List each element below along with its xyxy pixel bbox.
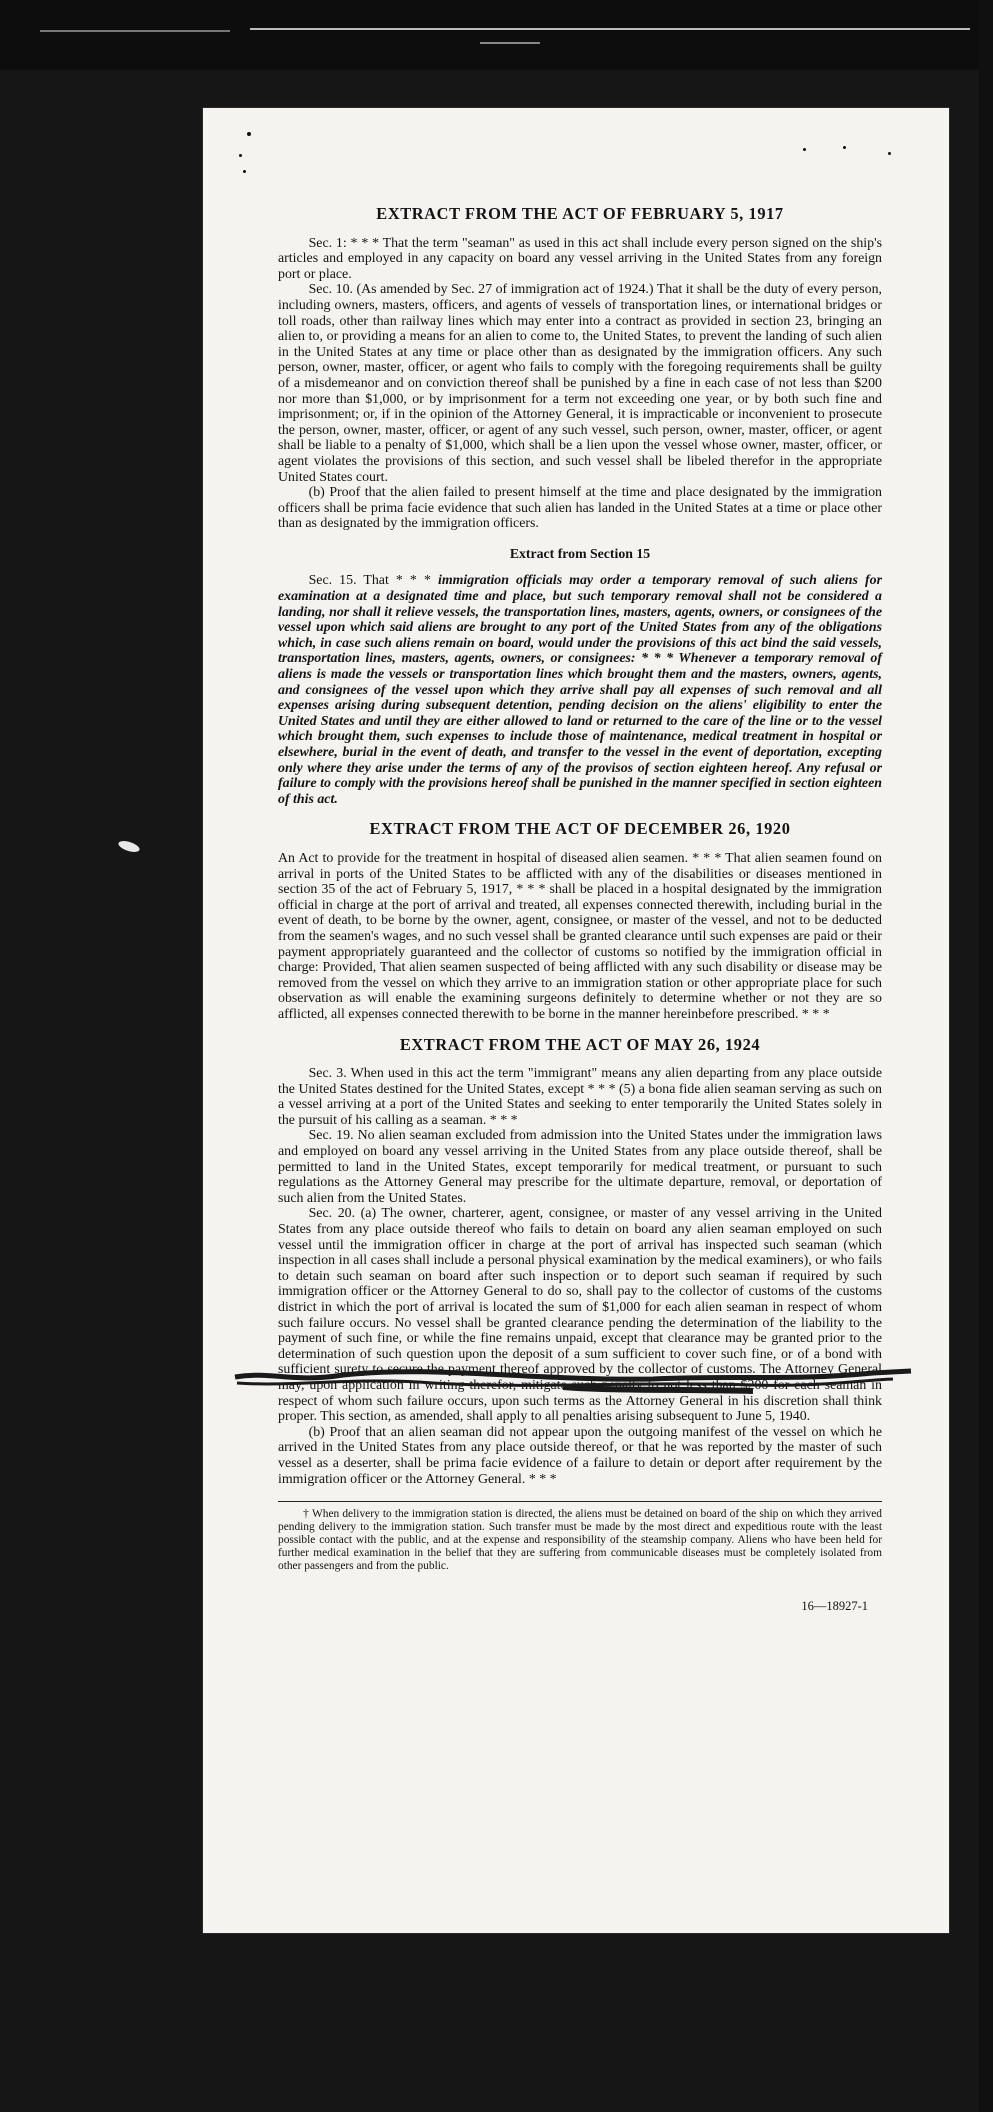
- paragraph-sec-1: Sec. 1: * * * That the term "seaman" as used in this act shall include every person signed on the ship's articles and employed in any capacity on board any vessel arriving in the United States from any foreign port or place.: [278, 235, 882, 282]
- section-act-1924: [278, 1034, 882, 1488]
- document-page: [203, 108, 949, 1933]
- paragraph-sec-10-b: (b) Proof that the alien failed to present himself at the time and place designated by the immigration officers shall be prima facie evidence that such alien has landed in the United States at a time or place other than as designated by the immigration officers.: [278, 485, 882, 532]
- footnote-divider: [278, 1501, 882, 1502]
- scan-edge: [979, 0, 993, 2112]
- paragraph-body: immigration officials may order a temporary removal of such aliens for examination at a designated time and place, but such temporary removal shall not be considered a landing, nor shall it relieve vessels, the transportation lines, masters, agents, owners, or consignees of the vessel upon which said aliens are brought to any port of the United States from any of the obligations which, in case such aliens remain on board, would under the provisions of this act bind the said vessels, transportation lines, masters, agents, owners, or consignees: * * * Whenever a temporary removal of aliens is made the vessels or transportation lines which brought them and the masters, owners, agents, and consignees of the vessel upon which they arrive shall pay all expenses of such removal and all expenses arising during subsequent detention, pending decision on the aliens' eligibility to enter the United States and until they are either allowed to land or returned to the care of the line or to the vessel which brought them, such expenses to include those of maintenance, medical treatment in hospital or elsewhere, burial in the event of death, and transfer to the vessel in the event of deportation, excepting only where they arise under the terms of any of the provisos of section eighteen hereof. Any refusal or failure to comply with the provisions hereof shall be punished in the manner specified in section eighteen of this act.: [278, 573, 882, 807]
- section-subheading: Extract from Section 15: [509, 545, 651, 561]
- paragraph-sec-3: Sec. 3. When used in this act the term "immigrant" means any alien departing from any place outside the United States destined for the United States, except * * * (5) a bona fide alien seaman serving as such on a vessel arriving at a port of the United States and seeking to enter temporarily the United States solely in the pursuit of his calling as a seaman. * * *: [278, 1066, 882, 1128]
- punch-mark: [239, 154, 242, 157]
- paragraph-sec-20-b: (b) Proof that an alien seaman did not appear upon the outgoing manifest of the vessel on which he arrived in the United States from any place outside thereof, or that he was reported by the master of such vessel as a deserter, shall be prima facie evidence of a failure to detain or deport after requirement by the immigration officer or the Attorney General. * * *: [278, 1424, 882, 1487]
- paragraph-sec-10: Sec. 10. (As amended by Sec. 27 of immigration act of 1924.) That it shall be the duty of every person, including owners, masters, officers, and agents of vessels of transportation lines, or international bridges or toll roads, other than railway lines which may enter into a contract as provided in section 23, bringing an alien to, or providing a means for an alien to come to, the United States, to prevent the landing of such alien in the United States at any time or place other than as designated by the immigration officers. Any such person, owner, master, officer, or agent who fails to comply with the foregoing requirements shall be guilty of a misdemeanor and on conviction thereof shall be punished by a fine in each case of not less than $200 nor more than $1,000, or by imprisonment for a term not exceeding one year, or by both such fine and imprisonment; or, if in the opinion of the Attorney General, it is impracticable or inconvenient to prosecute the person, owner, master, officer, or agent of any such vessel, such person, owner, master, officer, or agent shall be liable to a penalty of $1,000, which shall be a lien upon the vessel whose owner, master, officer, or agent violates the provisions of this section, and such vessel shall be libeled therefor in the appropriate United States court.: [278, 282, 882, 485]
- dust-speck: [117, 839, 141, 854]
- footnote: † When delivery to the immigration station is directed, the aliens must be detained on board of the ship on which they arrived pending delivery to the immigration station. Such transfer must be made by the most direct and expeditious route with the least possible contact with the public, and at the expense and responsibility of the steamship company. Aliens who have been held for further medical examination in the belief that they are suffering from communicable diseases must be completely isolated from other passengers and from the public.: [278, 1508, 882, 1573]
- document-body: [278, 206, 882, 1615]
- paragraph-sec-15: [278, 573, 882, 807]
- punch-mark: [888, 152, 891, 155]
- section-heading: EXTRACT FROM THE ACT OF DECEMBER 26, 1920: [369, 819, 791, 839]
- section-act-1920: [278, 821, 882, 1022]
- section-heading: EXTRACT FROM THE ACT OF MAY 26, 1924: [399, 1034, 761, 1054]
- paragraph-sec-20-a: Sec. 20. (a) The owner, charterer, agent, consignee, or master of any vessel arriving in the United States from any place outside thereof who fails to detain on board any alien seaman employed on such vessel until the immigration officer in charge at the port of arrival has inspected such seaman (which inspection in all cases shall include a personal physical examination by the medical examiners), or who fails to detain such seaman on board after such inspection or to deport such seaman if required by such immigration officer or the Attorney General to do so, shall pay to the collector of customs of the customs district in which the port of arrival is located the sum of $1,000 for each alien seaman in respect of whom such failure occurs. No vessel shall be granted clearance pending the determination of the liability to the payment of such fine, or while the fine remains unpaid, except that clearance may be granted prior to the determination of such question upon the deposit of a sum sufficient to cover such fine, or of a bond with sufficient surety to secure the payment thereof approved by the collector of customs. The Attorney General may, upon application in writing therefor, mitigate such penalty to not less than $200 for each seaman in respect of whom such failure occurs, upon such terms as the Attorney General in his discretion shall think proper. This section, as amended, shall apply to all penalties arising subsequent to June 5, 1940.: [278, 1206, 882, 1425]
- section-heading: EXTRACT FROM THE ACT OF FEBRUARY 5, 1917: [376, 204, 784, 223]
- section-act-1917: [278, 206, 882, 532]
- punch-mark: [247, 132, 251, 136]
- punch-mark: [843, 146, 846, 149]
- section-extract-15: [278, 546, 882, 808]
- punch-mark: [243, 170, 246, 173]
- paragraph-lead: Sec. 15. That * * *: [308, 573, 431, 589]
- scanner-top-band: [0, 0, 993, 70]
- punch-mark: [803, 148, 806, 151]
- form-number: 16—18927-1: [801, 1599, 868, 1614]
- ink-strikethrough: [233, 1361, 913, 1397]
- paragraph-act-1920: An Act to provide for the treatment in hospital of diseased alien seamen. * * * That alien seamen found on arrival in ports of the United States to be afflicted with any of the disabilities or diseases mentioned in section 35 of the act of February 5, 1917, * * * shall be placed in a hospital designated by the immigration official in charge at the port of arrival and treated, all expenses connected therewith, including burial in the event of death, to be borne by the owner, agent, consignee, or master of the vessel, and not to be deducted from the seamen's wages, and no such vessel shall be granted clearance until such expenses are paid or their payment appropriately guaranteed and the collector of customs so notified by the immigration official in charge: Provided, That alien seamen suspected of being afflicted with any such disability or disease may be removed from the vessel on which they arrive to an immigration station or other appropriate place for such observation as will enable the examining surgeons definitely to determine whether or not they are so afflicted, all expenses connected therewith to be borne in the manner hereinbefore prescribed. * * *: [278, 850, 882, 1022]
- paragraph-sec-19: Sec. 19. No alien seaman excluded from admission into the United States under the immigration laws and employed on board any vessel arriving in the United States from any place outside thereof, shall be permitted to land in the United States, except temporarily for medical treatment, or pursuant to such regulations as the Attorney General may prescribe for the ultimate departure, removal, or deportation of such alien from the United States.: [278, 1128, 882, 1206]
